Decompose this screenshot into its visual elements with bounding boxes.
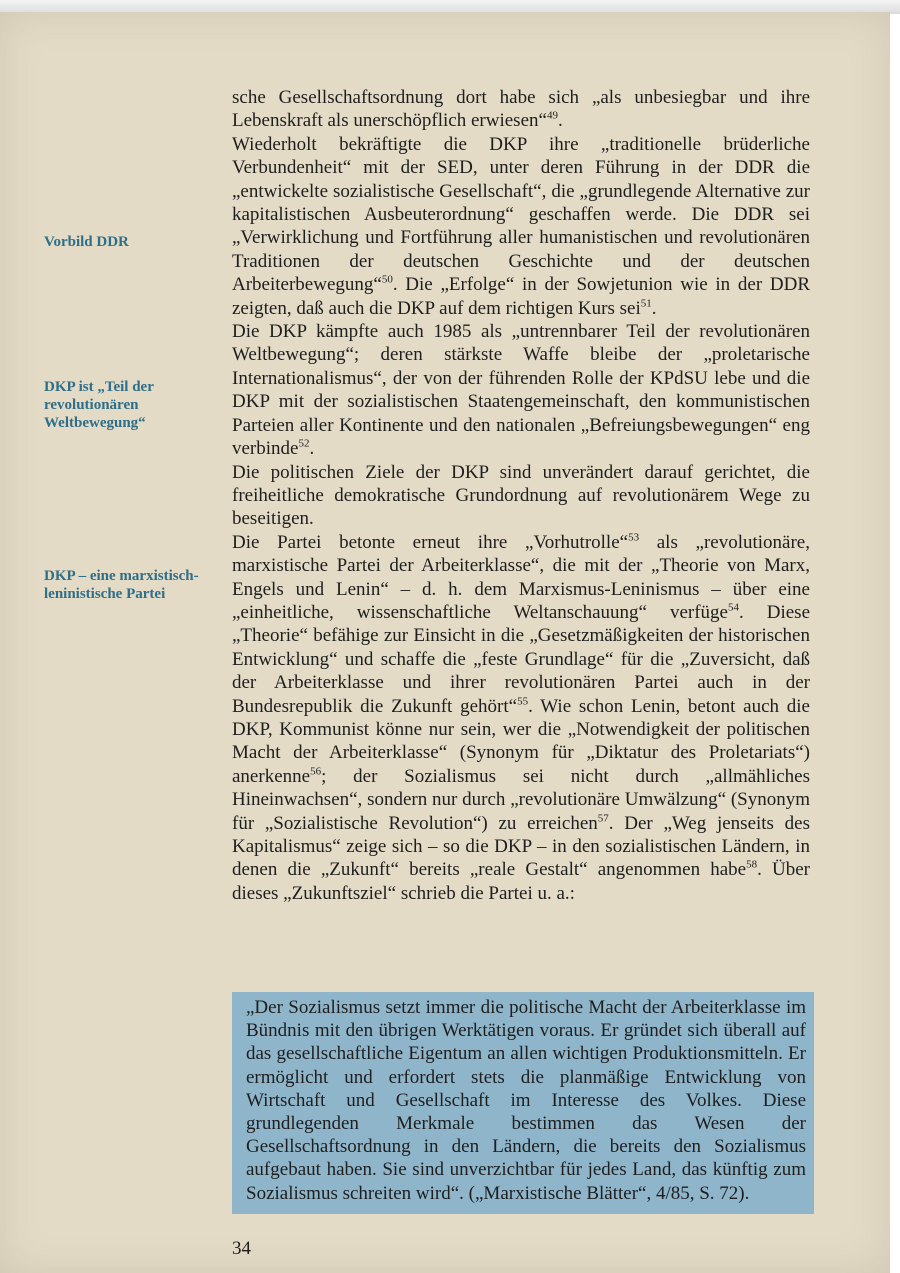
- paragraph: [232, 86, 810, 133]
- footnote-ref: 50: [381, 273, 393, 286]
- text-run: sche Gesellschaftsordnung dort habe sich „als unbesiegbar und ihre Lebenskraft als unerschöpflich erwiesen“: [232, 87, 810, 132]
- footnote-ref: 58: [746, 859, 758, 872]
- margin-note-vorbild-ddr: Vorbild DDR: [44, 234, 129, 250]
- paragraph: [232, 133, 810, 320]
- footnote-ref: 51: [640, 297, 652, 310]
- text-run: . Wie schon Lenin, betont auch die DKP, Kommunist könne nur sein, wer die „Notwendigkeit der politischen Macht der Arbeiterklasse“ (Synonym für „Diktatur des Proletariats“) anerkenne: [232, 695, 810, 787]
- text-run: . Die „Erfolge“ in der Sowjetunion wie in der DDR zeigten, daß auch die DKP auf dem richtigen Kurs sei: [232, 274, 810, 319]
- footnote-ref: 53: [628, 531, 640, 544]
- body-text: [232, 86, 810, 905]
- text-run: .: [651, 297, 657, 319]
- text-run: . Über dieses „Zukunftsziel“ schrieb die Partei u. a.:: [232, 859, 810, 904]
- footnote-ref: 55: [517, 695, 529, 708]
- text-run: .: [557, 110, 563, 132]
- margin-note-dkp-teil-weltbewegung: DKP ist „Teil der revolutionären Weltbewegung“: [44, 379, 154, 431]
- paragraph: [232, 461, 810, 531]
- text-run: als „revolutionäre, marxistische Partei der Arbeiterklasse“, die mit der „Theorie von Marx, Engels und Lenin“ – d. h. dem Marxismus-Leninismus – über eine „einheitliche, wissenschaftliche Weltanschauung“ verfüge: [232, 531, 810, 623]
- paragraph: [232, 531, 810, 906]
- footnote-ref: 56: [310, 765, 322, 778]
- footnote-ref: 52: [298, 437, 310, 450]
- footnote-ref: 49: [546, 110, 558, 123]
- text-run: Die Partei betonte erneut ihre „Vorhutrolle“: [232, 531, 629, 553]
- text-run: .: [309, 438, 315, 460]
- text-run: . Der „Weg jenseits des Kapitalismus“ zeige sich – so die DKP – in den sozialistischen Ländern, in denen die „Zukunft“ bereits „reale Gestalt“ angenommen habe: [232, 812, 811, 881]
- text-run: Die DKP kämpfte auch 1985 als „untrennbarer Teil der revolutionären Weltbewegung“; deren stärkste Waffe bleibe der „proletarische Internationalismus“, der von der führenden Rolle der KPdSU lebe und die DKP mit der sozialistischen Staatengemeinschaft, den kommunistischen Parteien aller Kontinente und den nationalen „Befreiungsbewegungen“ eng verbinde: [232, 321, 810, 460]
- footnote-ref: 54: [728, 601, 739, 614]
- text-run: . Diese „Theorie“ befähige zur Einsicht in die „Gesetzmäßigkeiten der historischen Entwicklung“ und schaffe die „feste Grundlage“ für die „Zuversicht, daß der Arbeiterklasse und ihrer revolutionären Partei auch in der Bundesrepublik die Zukunft gehört“: [232, 601, 810, 717]
- text-run: Wiederholt bekräftigte die DKP ihre „traditionelle brüderliche Verbundenheit“ mit der SED, unter deren Führung in der DDR die „entwickelte sozialistische Gesellschaft“, die „grundlegende Alternative zur kapitalistischen Ausbeuterordnung“ geschaffen werde. Die DDR sei „Verwirklichung und Fortführung aller humanistischen und revolutionären Traditionen der deutschen Geschichte und der deutschen Arbeiterbewegung“: [232, 133, 810, 296]
- margin-note-dkp-partei: DKP – eine marxistisch-leninistische Partei: [44, 568, 199, 602]
- footnote-ref: 57: [597, 812, 609, 825]
- block-quote: „Der Sozialismus setzt immer die politische Macht der Arbeiterklasse im Bündnis mit den übrigen Werktätigen voraus. Er gründet sich überall auf das gesellschaftliche Eigentum an allen wichtigen Produktionsmitteln. Er ermöglicht und erfordert stets die planmäßige Entwicklung von Wirtschaft und Gesellschaft im Interesse des Volkes. Diese grundlegenden Merkmale bestimmen das Wesen der Gesellschaftsordnung in den Ländern, die bereits den Sozialismus aufgebaut haben. Sie sind unverzichtbar für jedes Land, das künftig zum Sozialismus schreiten wird“. („Marxistische Blätter“, 4/85, S. 72).: [246, 997, 806, 1204]
- page-number: 34: [232, 1238, 251, 1259]
- text-run: Die politischen Ziele der DKP sind unverändert darauf gerichtet, die freiheitliche demokratische Grundordnung auf revolutionärem Wege zu beseitigen.: [232, 461, 810, 530]
- text-run: ; der Sozialismus sei nicht durch „allmähliches Hineinwachsen“, sondern nur durch „revolutionäre Umwälzung“ (Synonym für „Sozialistische Revolution“) zu erreichen: [232, 765, 810, 834]
- paragraph: [232, 320, 810, 460]
